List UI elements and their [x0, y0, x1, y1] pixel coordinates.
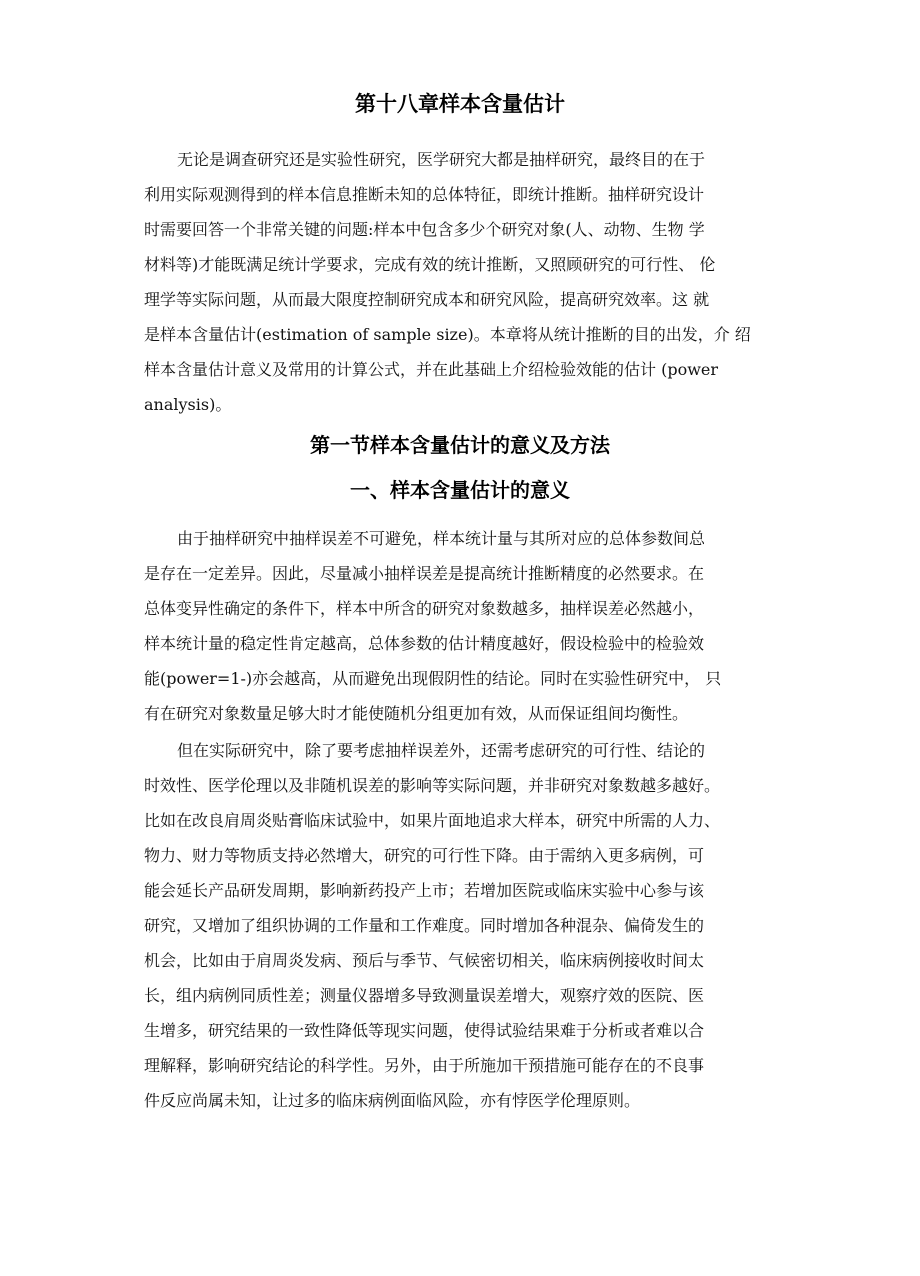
text-line: 比如在改良肩周炎贴膏临床试验中，如果片面地追求大样本，研究中所需的人力、 [144, 811, 721, 830]
text-line: 样本含量估计意义及常用的计算公式，并在此基础上介绍检验效能的估计 (power [144, 360, 719, 379]
text-line: 理学等实际问题，从而最大限度控制研究成本和研究风险，提高研究效率。这 就 [144, 290, 710, 309]
text-line: 总体变异性确定的条件下，样本中所含的研究对象数越多，抽样误差必然越小， [144, 599, 705, 618]
body-paragraph-2 [144, 733, 784, 1118]
text-line: 能(power=1-)亦会越高，从而避免出现假阴性的结论。同时在实验性研究中， 只 [144, 669, 722, 688]
text-line: 利用实际观测得到的样本信息推断未知的总体特征，即统计推断。抽样研究设计 [144, 185, 705, 204]
chapter-title: 第十八章样本含量估计 [355, 92, 565, 116]
text-line: 机会，比如由于肩周炎发病、预后与季节、气候密切相关，临床病例接收时间太 [144, 951, 705, 970]
subsection-title: 一、样本含量估计的意义 [350, 478, 570, 502]
text-line: 研究，又增加了组织协调的工作量和工作难度。同时增加各种混杂、偏倚发生的 [144, 916, 705, 935]
text-line: 是样本含量估计(estimation of sample size)。本章将从统计推断的目的出发，介 绍 [144, 325, 751, 344]
text-line: 样本统计量的稳定性肯定越高，总体参数的估计精度越好，假设检验中的检验效 [144, 634, 705, 653]
text-line: 理解释，影响研究结论的科学性。另外，由于所施加干预措施可能存在的不良事 [144, 1056, 705, 1075]
text-line: 有在研究对象数量足够大时才能使随机分组更加有效，从而保证组间均衡性。 [144, 704, 689, 723]
text-line: 无论是调查研究还是实验性研究，医学研究大都是抽样研究，最终目的在于 [177, 150, 706, 169]
text-line: 长，组内病例同质性差；测量仪器增多导致测量误差增大，观察疗效的医院、医 [144, 986, 705, 1005]
text-line: 物力、财力等物质支持必然增大，研究的可行性下降。由于需纳入更多病例，可 [144, 846, 705, 865]
text-line: 能会延长产品研发周期，影响新药投产上市；若增加医院或临床实验中心参与该 [144, 881, 705, 900]
intro-paragraph [144, 142, 784, 422]
text-line: 生增多，研究结果的一致性降低等现实问题，使得试验结果难于分析或者难以合 [144, 1021, 705, 1040]
section-title: 第一节样本含量估计的意义及方法 [310, 433, 610, 457]
body-paragraph-1 [144, 521, 784, 731]
text-line: 但在实际研究中，除了要考虑抽样误差外，还需考虑研究的可行性、结论的 [177, 741, 706, 760]
text-line: 时需要回答一个非常关键的问题:样本中包含多少个研究对象(人、动物、生物 学 [144, 220, 705, 239]
text-line: 件反应尚属未知，让过多的临床病例面临风险，亦有悖医学伦理原则。 [144, 1091, 641, 1110]
text-line: 时效性、医学伦理以及非随机误差的影响等实际问题，并非研究对象数越多越好。 [144, 776, 721, 795]
text-line: 材料等)才能既满足统计学要求，完成有效的统计推断，又照顾研究的可行性、 伦 [144, 255, 716, 274]
text-line: 是存在一定差异。因此，尽量减小抽样误差是提高统计推断精度的必然要求。在 [144, 564, 705, 583]
text-line: 由于抽样研究中抽样误差不可避免，样本统计量与其所对应的总体参数间总 [177, 529, 706, 548]
text-line: analysis)。 [144, 395, 232, 414]
